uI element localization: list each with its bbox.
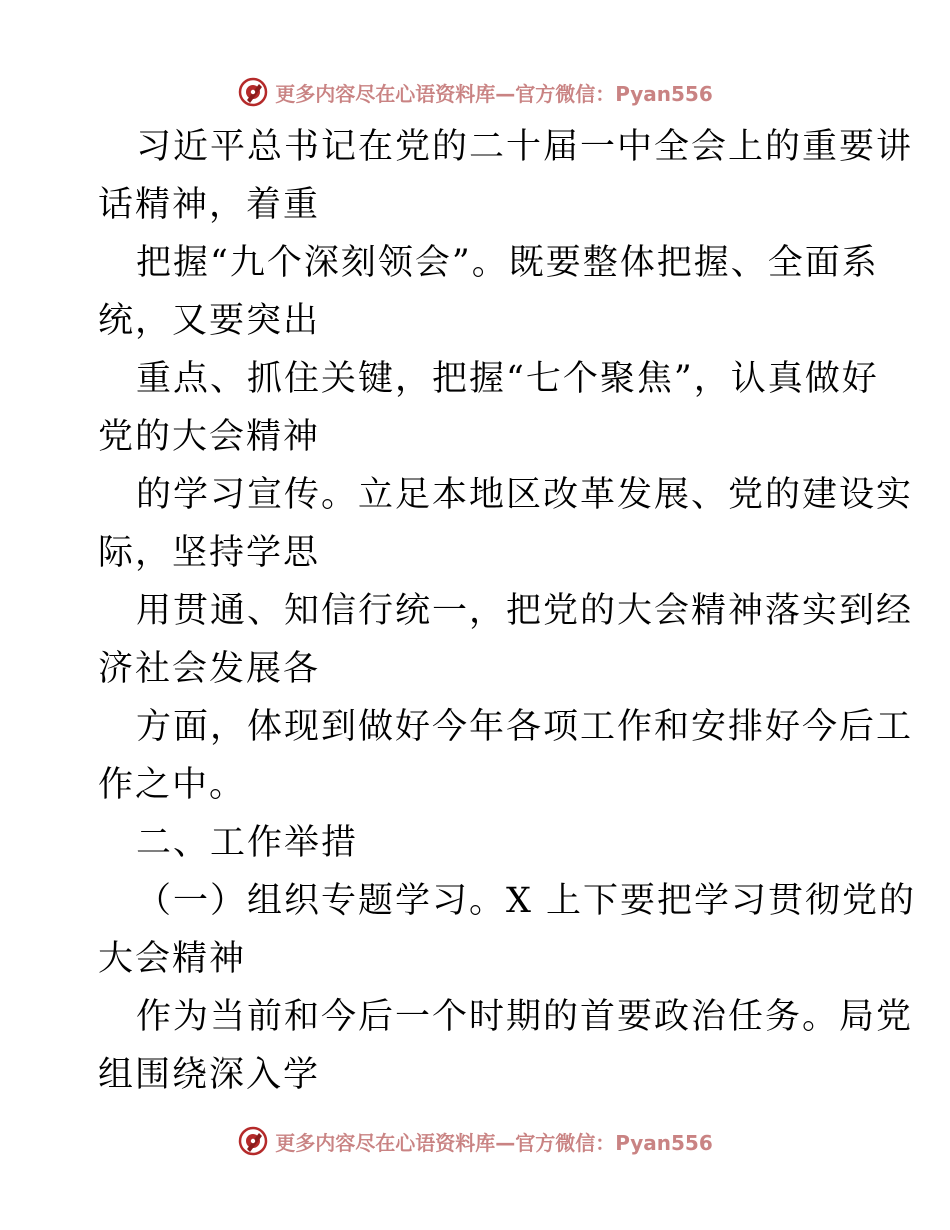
body-line: 把握“九个深刻领会”。既要整体把握、全面系 [136, 243, 879, 283]
watermark-text: 更多内容尽在心语资料库—官方微信：Pyan556 [275, 81, 713, 106]
body-line: 方面，体现到做好今年各项工作和安排好今后工 [136, 707, 914, 747]
body-line: 际，坚持学思 [98, 533, 321, 573]
watermark-text: 更多内容尽在心语资料库—官方微信：Pyan556 [275, 1130, 713, 1155]
header-watermark [0, 72, 950, 112]
document-body [98, 118, 917, 1104]
body-line: 用贯通、知信行统一，把党的大会精神落实到经 [136, 591, 914, 631]
body-line: 组围绕深入学 [98, 1055, 321, 1095]
body-line: 济社会发展各 [98, 649, 321, 689]
body-line: 话精神，着重 [98, 185, 321, 225]
body-line: 统，又要突出 [98, 301, 321, 341]
subsection-line: （一）组织专题学习。X 上下要把学习贯彻党的 [136, 881, 917, 921]
body-line: 的学习宣传。立足本地区改革发展、党的建设实 [136, 475, 914, 515]
body-line: 习近平总书记在党的二十届一中全会上的重要讲 [136, 127, 914, 167]
body-line: 重点、抓住关键，把握“七个聚焦”，认真做好 [136, 359, 879, 399]
footer-watermark [0, 1121, 950, 1161]
body-line: 作为当前和今后一个时期的首要政治任务。局党 [136, 997, 914, 1037]
pen-nib-logo-icon [237, 76, 269, 108]
pen-nib-logo-icon [237, 1125, 269, 1157]
body-line: 党的大会精神 [98, 417, 321, 457]
section-heading: 二、工作举措 [136, 823, 359, 863]
body-line: 作之中。 [98, 765, 247, 805]
body-line: 大会精神 [98, 939, 247, 979]
